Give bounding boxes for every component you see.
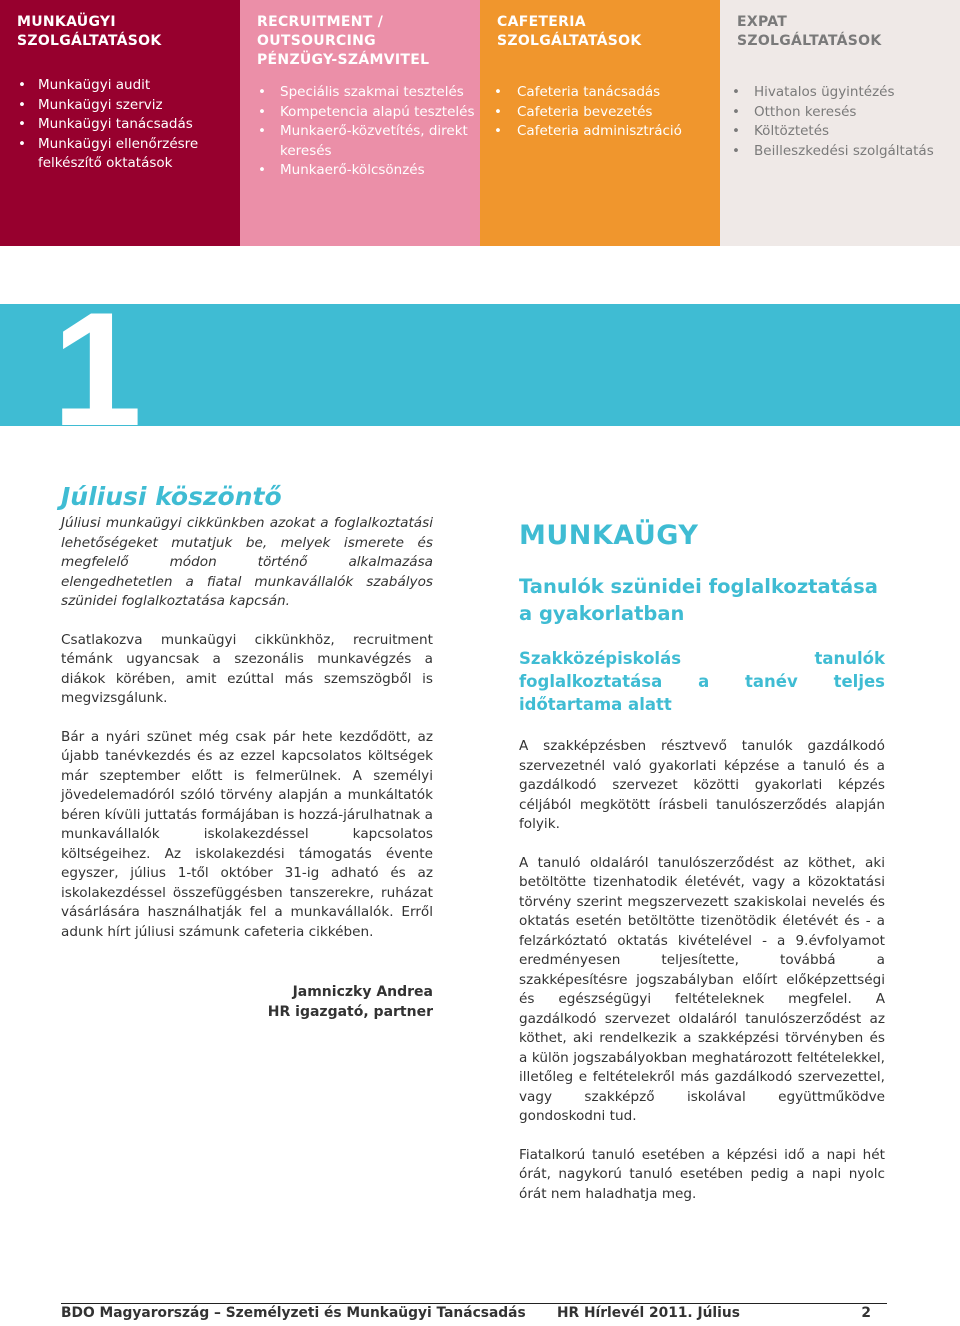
service-column-munkaugy: [0, 0, 240, 246]
service-item: • Speciális szakmai tesztelés: [240, 83, 480, 103]
service-title-line-1: RECRUITMENT /: [257, 14, 384, 30]
page-footer: [61, 1303, 887, 1326]
service-title-line-2: SZOLGÁLTATÁSOK: [737, 33, 882, 49]
service-title-line-2: OUTSOURCING: [257, 33, 376, 49]
service-list: [0, 76, 240, 174]
service-item: • Költöztetés: [720, 122, 960, 142]
service-column-recruitment: [240, 0, 480, 246]
services-bar: [0, 0, 960, 246]
service-title: [497, 13, 720, 51]
service-list: [240, 83, 480, 181]
service-list: [720, 83, 960, 161]
service-item: • Munkaügyi tanácsadás: [0, 115, 240, 135]
footer-organization: BDO Magyarország – Személyzeti és Munkaügyi Tanácsadás: [61, 1305, 526, 1321]
service-title-line-1: CAFETERIA: [497, 14, 586, 30]
service-list: [480, 83, 720, 142]
page-number-band: [0, 304, 960, 426]
service-item: • Munkaerő-kölcsönzés: [240, 161, 480, 181]
footer-issue: HR Hírlevél 2011. Július: [557, 1305, 740, 1321]
service-item: • Munkaügyi audit: [0, 76, 240, 96]
service-title: [257, 13, 480, 70]
service-column-expat: [720, 0, 960, 246]
service-item: • Munkaügyi szerviz: [0, 96, 240, 116]
article-title: Tanulók szünidei foglalkoztatása a gyakorlatban: [519, 575, 878, 625]
article-paragraph: A tanuló oldaláról tanulószerződést az köthet, aki betöltötte tizenhatodik életévét, vagy a közoktatási törvény szerint megszervezett szakiskolai nevelés és oktatás esetén betöltötte tizenötödik életévét és - a felzárkóztató oktatás kivételével - a 9.évfolyamot eredményesen teljesítette, továbbá a szakképesítésre jogszabályban előírt előképzettségi és egészségügyi feltételeknek megfelel. A gazdálkodó szervezet oldaláról tanulószerződést az köthet, aki rendelkezik a szakképzési törvényben és a külön jogszabályokban meghatározott feltételekkel, illetőleg e feltételekről más gazdálkodó szervezettel, vagy szakképző iskolával együttműködve gondoskodni tud.: [519, 854, 885, 1124]
service-item: • Munkaerő-közvetítés, direkt keresés: [240, 122, 480, 161]
service-item: • Kompetencia alapú tesztelés: [240, 103, 480, 123]
article-subtitle: Szakközépiskolás tanulók foglalkoztatása a tanév teljes időtartama alatt: [519, 649, 885, 714]
article-paragraph: Fiatalkorú tanuló esetében a képzési idő a napi hét órát, nagykorú tanuló esetében pedig a napi nyolc órát nem haladhatja meg.: [519, 1146, 885, 1202]
service-item: • Cafeteria adminisztráció: [480, 122, 720, 142]
service-item: • Munkaügyi ellenőrzésre felkészítő oktatások: [0, 135, 240, 174]
article-paragraph: A szakképzésben résztvevő tanulók gazdálkodó szervezetnél való gyakorlati képzése a tanuló és a gazdálkodó szervezet közötti gyakorlati képzés céljából megkötött írásbeli tanulószerződés alapján folyik.: [519, 738, 885, 832]
service-item: • Cafeteria tanácsadás: [480, 83, 720, 103]
service-title-line-2: SZOLGÁLTATÁSOK: [17, 33, 162, 49]
service-item: • Hivatalos ügyintézés: [720, 83, 960, 103]
service-item: • Otthon keresés: [720, 103, 960, 123]
greeting-paragraph: Bár a nyári szünet még csak pár hete kezdődött, az újabb tanévkezdés és az ezzel kapcsolatos költségek már szeptember előtt is felmerülnek. A személyi jövedelemadóról szóló törvény alapján a munkáltatók béren kívüli juttatás formájában is hozzá-járulhatnak a munkavállalók iskolakezdéssel kapcsolatos költségeihez. Az iskolakezdési támogatás évente egyszer, július 1-től október 31-ig adható és az iskolakezdéssel összefüggésben tanszerekre, ruházat vásárlására használhatják fel a munkavállalók. Erről adunk hírt júliusi számunk cafeteria cikkében.: [61, 728, 433, 940]
article-column: [519, 517, 885, 1223]
service-title-line-1: MUNKAÜGYI: [17, 14, 116, 30]
signature-name: Jamniczky Andrea: [292, 984, 433, 1000]
signature-role: HR igazgató, partner: [267, 1003, 433, 1020]
service-item: • Cafeteria bevezetés: [480, 103, 720, 123]
greeting-column: [61, 480, 433, 1022]
signature: [61, 983, 433, 1022]
service-column-cafeteria: [480, 0, 720, 246]
service-title-line-3: PÉNZÜGY-SZÁMVITEL: [257, 52, 430, 68]
greeting-title: Júliusi köszöntő: [61, 482, 282, 511]
section-heading: MUNKAÜGY: [519, 520, 699, 551]
service-title: [17, 13, 240, 51]
greeting-paragraph: Csatlakozva munkaügyi cikkünkhöz, recruitment témánk ugyancsak a szezonális munkavégzés a diákok körében, amit ezúttal más szemszögből is megvizsgálunk.: [61, 631, 433, 706]
service-title: [737, 13, 960, 51]
greeting-intro: Júliusi munkaügyi cikkünkben azokat a foglalkoztatási lehetőségeket mutatjuk be, melyek ismerete és megfelelő módon történő alkalmazása elengedhetetlen a fiatal munkavállalók szabályos szünidei foglalkoztatása kapcsán.: [61, 515, 433, 609]
service-title-line-1: EXPAT: [737, 14, 788, 30]
page-section-number: 1: [52, 304, 143, 426]
service-item: • Beilleszkedési szolgáltatás: [720, 142, 960, 162]
service-title-line-2: SZOLGÁLTATÁSOK: [497, 33, 642, 49]
footer-page-number: 2: [861, 1305, 871, 1321]
